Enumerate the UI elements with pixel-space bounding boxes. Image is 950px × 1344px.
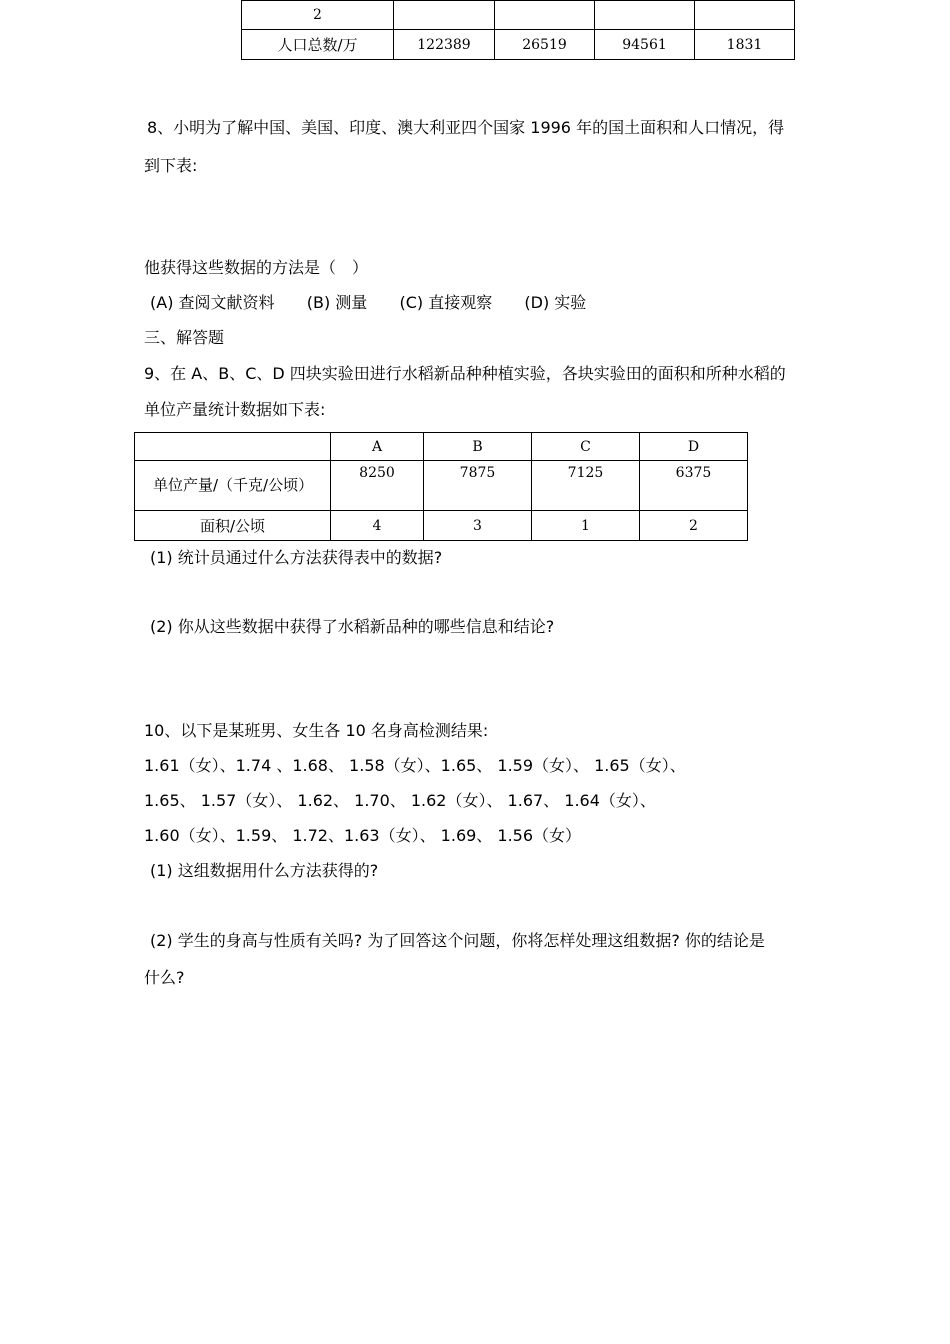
rice-yield-table [134,432,748,541]
q9-line2: 单位产量统计数据如下表: [144,400,326,419]
q10-sub2-line1: (2) 学生的身高与性质有关吗? 为了回答这个问题，你将怎样处理这组数据? 你的结论是 [150,931,765,950]
option-a: (A) 查阅文献资料 [150,293,275,312]
table-cell: 1831 [695,30,795,60]
q8-question: 他获得这些数据的方法是（ ） [144,258,369,277]
q9-line1: 9、在 A、B、C、D 四块实验田进行水稻新品种种植实验，各块实验田的面积和所种水稻的 [144,364,786,383]
table-cell [695,1,795,30]
population-table [241,0,795,60]
table-cell: 7875 [424,461,532,511]
q10-intro: 10、以下是某班男、女生各 10 名身高检测结果: [144,721,489,740]
header-cell: C [532,433,640,461]
header-cell: B [424,433,532,461]
row-label: 人口总数/万 [242,30,394,60]
row-label: 面积/公顷 [135,511,331,541]
table-cell: 1 [532,511,640,541]
q9-sub1: (1) 统计员通过什么方法获得表中的数据? [150,548,443,567]
q10-sub1: (1) 这组数据用什么方法获得的? [150,861,379,880]
table-cell [595,1,695,30]
header-cell: D [640,433,748,461]
table-cell: 8250 [331,461,424,511]
table-cell: 6375 [640,461,748,511]
option-d: (D) 实验 [524,293,587,312]
option-c: (C) 直接观察 [399,293,493,312]
q9-sub2: (2) 你从这些数据中获得了水稻新品种的哪些信息和结论? [150,617,555,636]
table-cell: 7125 [532,461,640,511]
table-cell [495,1,595,30]
table-row [135,511,748,541]
table-cell: 94561 [595,30,695,60]
table-cell: 3 [424,511,532,541]
table-cell: 4 [331,511,424,541]
table-row [242,30,795,60]
q8-line1: 8、小明为了解中国、美国、印度、澳大利亚四个国家 1996 年的国土面积和人口情况，得 [147,118,785,137]
section-heading: 三、解答题 [144,328,225,347]
q10-data-line: 1.65、 1.57（女）、 1.62、 1.70、 1.62（女）、 1.67、 1.64（女）、 [144,791,656,810]
table-cell: 122389 [394,30,495,60]
header-cell [135,433,331,461]
option-b: (B) 测量 [306,293,368,312]
table-cell: 2 [640,511,748,541]
table-header-row [135,433,748,461]
q10-sub2-line2: 什么? [144,968,185,987]
table-cell [394,1,495,30]
row-label: 单位产量/（千克/公顷） [135,461,331,511]
q10-data-line: 1.61（女）、1.74 、1.68、 1.58（女）、1.65、 1.59（女）、 1.65（女）、 [144,756,686,775]
q8-options [150,293,586,313]
q10-data-line: 1.60（女）、1.59、 1.72、1.63（女）、 1.69、 1.56（女） [144,826,582,845]
q8-line2: 到下表: [144,156,198,175]
table-row [135,461,748,511]
table-row [242,1,795,30]
header-cell: A [331,433,424,461]
row-label: 2 [242,1,394,30]
table-cell: 26519 [495,30,595,60]
